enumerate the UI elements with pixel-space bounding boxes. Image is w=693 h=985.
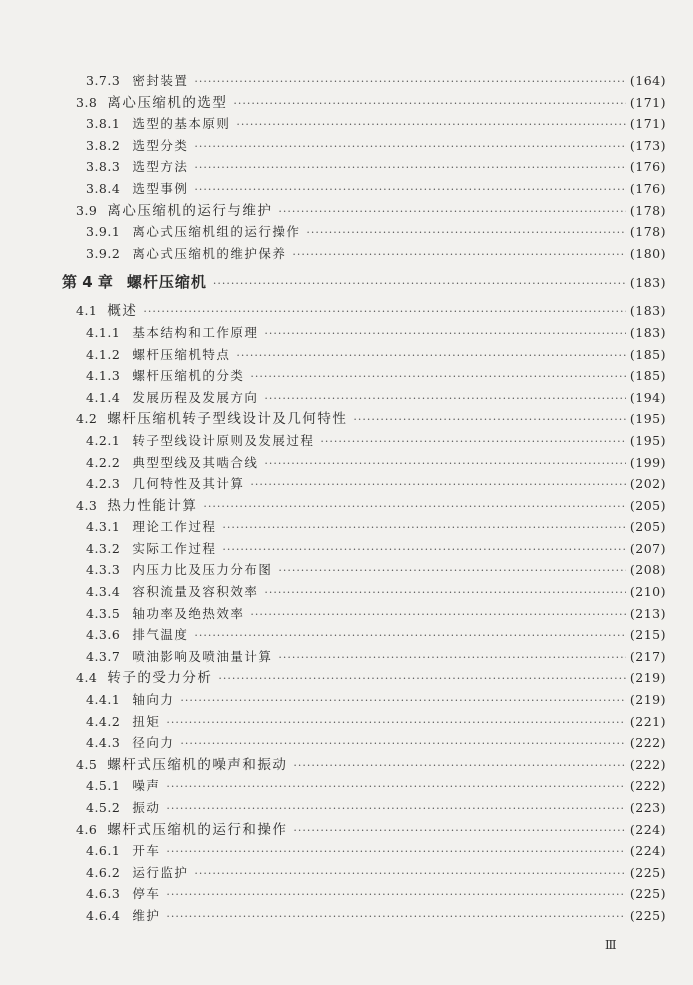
entry-page-number: (225) (629, 864, 666, 880)
dot-leader (203, 496, 625, 518)
entry-title: 轴功率及绝热效率 (132, 605, 245, 621)
entry-page-number: (178) (629, 202, 666, 218)
entry-title: 螺杆压缩机特点 (132, 346, 231, 362)
toc-entry (0, 113, 693, 135)
toc-entry (0, 732, 693, 754)
dot-leader (236, 114, 626, 136)
entry-number: 4.6.2 (86, 864, 121, 880)
dot-leader (194, 71, 626, 93)
entry-number: 4.3.6 (86, 627, 121, 643)
dot-leader (194, 136, 626, 158)
entry-title: 选型方法 (132, 159, 189, 175)
entry-number: 3.8.3 (86, 159, 121, 175)
entry-page-number: (225) (629, 886, 666, 902)
entry-page-number: (208) (629, 562, 666, 578)
entry-page-number: (207) (629, 540, 666, 556)
toc-entry (0, 243, 693, 265)
dot-leader (250, 604, 626, 626)
entry-number: 3.8 (76, 94, 98, 110)
entry-title: 内压力比及压力分布图 (132, 562, 273, 578)
toc-entry (0, 689, 693, 711)
entry-page-number: (202) (629, 476, 666, 492)
dot-leader (278, 560, 626, 582)
toc-entry (0, 135, 693, 157)
dot-leader (293, 755, 625, 777)
toc-entry (0, 408, 693, 430)
dot-leader (166, 798, 626, 820)
entry-page-number: (224) (629, 843, 666, 859)
entry-number: 3.7.3 (86, 73, 121, 88)
toc-entry (0, 430, 693, 452)
dot-leader (278, 201, 625, 223)
dot-leader (180, 690, 626, 712)
entry-page-number: (223) (629, 800, 666, 815)
entry-title: 排气温度 (132, 627, 189, 643)
dot-leader (250, 474, 626, 496)
entry-page-number: (164) (629, 73, 666, 88)
dot-leader (264, 388, 626, 410)
entry-page-number: (176) (629, 159, 666, 175)
entry-number: 4.1.2 (86, 346, 121, 362)
dot-leader (264, 453, 626, 475)
toc-entry (0, 559, 693, 581)
entry-title: 螺杆压缩机 (126, 273, 207, 292)
entry-number: 4.3.5 (86, 605, 121, 621)
toc-entry (0, 797, 693, 819)
dot-leader (353, 409, 625, 431)
entry-number: 4.3.2 (86, 540, 121, 556)
entry-number: 4.6 (76, 821, 98, 837)
entry-title: 热力性能计算 (107, 497, 198, 514)
entry-page-number: (222) (629, 756, 666, 772)
entry-number: 4.3.1 (86, 519, 121, 535)
entry-title: 扭矩 (132, 713, 161, 729)
entry-title: 螺杆式压缩机的运行和操作 (107, 821, 288, 838)
toc-entry (0, 754, 693, 776)
entry-title: 选型事例 (132, 180, 189, 196)
dot-leader (166, 841, 626, 863)
entry-title: 喷油影响及喷油量计算 (132, 648, 273, 664)
entry-number: 4.1.4 (86, 389, 121, 405)
entry-number: 4.5 (76, 756, 98, 772)
entry-page-number: (171) (629, 94, 666, 110)
entry-page-number: (183) (629, 275, 666, 291)
toc-entry (0, 452, 693, 474)
entry-title: 离心压缩机的选型 (107, 94, 228, 111)
dot-leader (166, 906, 626, 928)
entry-number: 3.8.1 (86, 116, 121, 132)
dot-leader (306, 222, 626, 244)
entry-number: 4.6.1 (86, 843, 121, 859)
toc-entry (0, 495, 693, 517)
entry-number: 4.5.1 (86, 778, 121, 794)
entry-page-number: (178) (629, 224, 666, 240)
entry-number: 4.2 (76, 411, 98, 427)
toc-entry (0, 300, 693, 322)
dot-leader (293, 820, 625, 842)
entry-number: 4.4.2 (86, 713, 121, 729)
entry-page-number: (219) (629, 670, 666, 686)
entry-title: 发展历程及发展方向 (132, 389, 259, 405)
entry-title: 螺杆式压缩机的噪声和振动 (107, 756, 288, 773)
dot-leader (194, 863, 626, 885)
dot-leader (264, 323, 626, 345)
toc-entry (0, 905, 693, 927)
chapter-entry (0, 264, 693, 300)
entry-number: 4.2.2 (86, 454, 121, 470)
dot-leader (166, 884, 626, 906)
toc-entry (0, 221, 693, 243)
entry-number: 4.3.7 (86, 648, 121, 664)
entry-title: 停车 (132, 886, 161, 902)
entry-title: 转子的受力分析 (107, 670, 213, 687)
entry-page-number: (222) (629, 735, 666, 751)
entry-page-number: (180) (629, 245, 666, 261)
entry-page-number: (217) (629, 648, 666, 664)
entry-title: 几何特性及其计算 (132, 476, 245, 492)
toc-entry (0, 473, 693, 495)
entry-title: 典型型线及其啮合线 (132, 454, 259, 470)
dot-leader (292, 244, 626, 266)
entry-title: 理论工作过程 (132, 519, 217, 535)
entry-page-number: (205) (629, 497, 666, 513)
entry-number: 4.4 (76, 670, 98, 686)
entry-number: 4.1 (76, 303, 98, 319)
toc-entry (0, 178, 693, 200)
entry-title: 螺杆压缩机转子型线设计及几何特性 (107, 411, 348, 428)
toc-entry (0, 775, 693, 797)
toc-entry (0, 581, 693, 603)
table-of-contents (0, 70, 693, 927)
entry-page-number: (185) (629, 368, 666, 384)
entry-title: 离心式压缩机的维护保养 (132, 245, 287, 261)
entry-title: 选型的基本原则 (132, 116, 231, 132)
toc-entry (0, 603, 693, 625)
toc-entry (0, 322, 693, 344)
entry-title: 离心压缩机的运行与维护 (107, 202, 273, 219)
entry-page-number: (215) (629, 627, 666, 643)
entry-title: 离心式压缩机组的运行操作 (132, 224, 301, 240)
entry-number: 4.5.2 (86, 800, 121, 815)
entry-page-number: (205) (629, 519, 666, 535)
dot-leader (264, 582, 626, 604)
entry-number: 4.6.3 (86, 886, 121, 902)
toc-entry (0, 70, 693, 92)
entry-page-number: (176) (629, 180, 666, 196)
entry-page-number: (225) (629, 907, 666, 923)
toc-entry (0, 92, 693, 114)
dot-leader (194, 157, 626, 179)
dot-leader (194, 625, 626, 647)
toc-entry (0, 819, 693, 841)
dot-leader (166, 712, 626, 734)
entry-number: 4.2.3 (86, 476, 121, 492)
entry-page-number: (224) (629, 821, 666, 837)
dot-leader (180, 733, 626, 755)
dot-leader (143, 301, 625, 323)
entry-title: 实际工作过程 (132, 540, 217, 556)
entry-page-number: (199) (629, 454, 666, 470)
entry-page-number: (222) (629, 778, 666, 794)
dot-leader (250, 366, 626, 388)
entry-number: 4.6.4 (86, 907, 121, 923)
entry-number: 3.8.4 (86, 180, 121, 196)
toc-entry (0, 156, 693, 178)
toc-entry (0, 538, 693, 560)
toc-entry (0, 516, 693, 538)
entry-page-number: (183) (629, 303, 666, 319)
toc-entry (0, 624, 693, 646)
entry-page-number: (210) (629, 584, 666, 600)
entry-page-number: (213) (629, 605, 666, 621)
entry-title: 选型分类 (132, 137, 189, 153)
dot-leader (222, 517, 626, 539)
entry-number: 3.8.2 (86, 137, 121, 153)
entry-page-number: (185) (629, 346, 666, 362)
toc-entry (0, 667, 693, 689)
entry-title: 基本结构和工作原理 (132, 324, 259, 340)
entry-title: 容积流量及容积效率 (132, 584, 259, 600)
toc-entry (0, 883, 693, 905)
toc-entry (0, 200, 693, 222)
dot-leader (213, 266, 626, 302)
entry-number: 4.3 (76, 497, 98, 513)
entry-title: 开车 (132, 843, 161, 859)
toc-entry (0, 344, 693, 366)
dot-leader (194, 179, 626, 201)
entry-number: 3.9.2 (86, 245, 121, 261)
entry-number: 4.1.3 (86, 368, 121, 384)
entry-title: 密封装置 (132, 73, 189, 88)
dot-leader (278, 647, 626, 669)
entry-number: 4.3.3 (86, 562, 121, 578)
entry-title: 振动 (132, 800, 161, 815)
entry-title: 螺杆压缩机的分类 (132, 368, 245, 384)
toc-entry (0, 646, 693, 668)
toc-entry (0, 711, 693, 733)
entry-page-number: (195) (629, 432, 666, 448)
entry-title: 概述 (107, 303, 138, 320)
dot-leader (236, 345, 626, 367)
entry-number: 4.1.1 (86, 324, 121, 340)
entry-page-number: (183) (629, 324, 666, 340)
entry-page-number: (173) (629, 137, 666, 153)
entry-page-number: (219) (629, 692, 666, 708)
entry-number: 第 4 章 (62, 273, 113, 292)
toc-entry (0, 365, 693, 387)
dot-leader (320, 431, 626, 453)
toc-entry (0, 387, 693, 409)
toc-entry (0, 862, 693, 884)
entry-number: 3.9.1 (86, 224, 121, 240)
dot-leader (233, 93, 625, 115)
toc-entry (0, 840, 693, 862)
entry-number: 3.9 (76, 202, 98, 218)
entry-number: 4.2.1 (86, 432, 121, 448)
entry-number: 4.4.1 (86, 692, 121, 708)
entry-title: 噪声 (132, 778, 161, 794)
entry-number: 4.4.3 (86, 735, 121, 751)
page-number: Ⅲ (605, 938, 616, 952)
entry-page-number: (221) (629, 713, 666, 729)
entry-title: 运行监护 (132, 864, 189, 880)
entry-title: 维护 (132, 907, 161, 923)
entry-number: 4.3.4 (86, 584, 121, 600)
dot-leader (222, 539, 626, 561)
dot-leader (166, 776, 626, 798)
dot-leader (218, 668, 625, 690)
entry-title: 转子型线设计原则及发展过程 (132, 432, 315, 448)
entry-page-number: (171) (629, 116, 666, 132)
entry-title: 径向力 (132, 735, 175, 751)
entry-page-number: (194) (629, 389, 666, 405)
entry-title: 轴向力 (132, 692, 175, 708)
entry-page-number: (195) (629, 411, 666, 427)
